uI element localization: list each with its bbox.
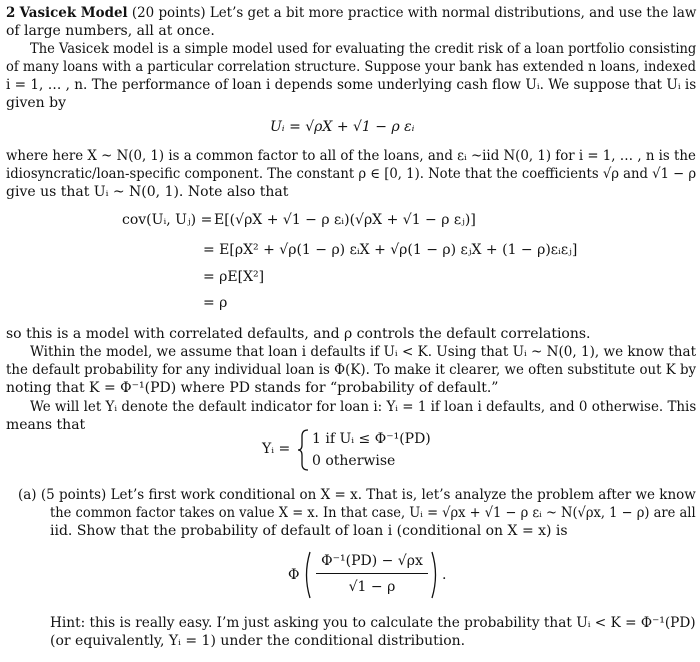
- covariance-row-1: E[(√ρX + √1 − ρ εᵢ)(√ρX + √1 − ρ εⱼ)]: [214, 212, 476, 228]
- part-a-line-3: iid. Show that the probability of default of loan i (conditional on X = x) is: [50, 523, 568, 539]
- indicator-case-1: 1 if Uᵢ ≤ Φ⁻¹(PD): [312, 431, 431, 447]
- left-brace-icon: [296, 428, 310, 472]
- paragraph-2-line-2: idiosyncratic/loan-specific component. The constant ρ ∈ [0, 1). Note that the coefficients √ρ and √1 − ρ: [6, 166, 697, 182]
- fraction-numerator: Φ⁻¹(PD) − √ρx: [321, 553, 423, 569]
- paragraph-1-line-2: of many loans with a particular correlation structure. Suppose your bank has extended n loans, indexed: [6, 59, 697, 75]
- covariance-row-4: = ρ: [203, 295, 228, 311]
- indicator-case-2: 0 otherwise: [312, 453, 396, 469]
- covariance-row-3: = ρE[X²]: [203, 269, 265, 285]
- paragraph-2-line-1: where here X ~ N(0, 1) is a common factor to all of the loans, and εᵢ ~iid N(0, 1) for i = 1, … , n is the: [6, 148, 696, 164]
- paragraph-3-line-3: the default probability for any individual loan is Φ(K). To make it clearer, we often substitute out K by: [6, 362, 697, 378]
- problem-title: Vasicek Model: [19, 5, 128, 21]
- paragraph-1-line-1: The Vasicek model is a simple model used for evaluating the credit risk of a loan portfolio consisting: [30, 41, 697, 57]
- paragraph-1-line-3: i = 1, … , n. The performance of loan i depends some underlying cash flow Uᵢ. We suppose that Uᵢ is: [6, 77, 697, 93]
- left-paren-icon: [302, 550, 312, 600]
- paragraph-1-line-4: given by: [6, 95, 66, 111]
- fraction-denominator: √1 − ρ: [348, 579, 396, 595]
- indicator-lhs: Yᵢ =: [262, 441, 291, 457]
- paragraph-2-line-3: give us that Uᵢ ~ N(0, 1). Note also that: [6, 184, 289, 200]
- problem-intro-line2: of large numbers, all at once.: [6, 23, 215, 39]
- problem-heading-line: [6, 4, 696, 22]
- fraction-period: .: [442, 567, 447, 583]
- problem-number: 2: [6, 5, 16, 21]
- hint-line-1: Hint: this is really easy. I’m just asking you to calculate the probability that Uᵢ < K = Φ⁻¹(PD): [50, 615, 696, 631]
- paragraph-3-line-2: Within the model, we assume that loan i defaults if Uᵢ < K. Using that Uᵢ ~ N(0, 1), we know that: [30, 344, 697, 360]
- part-a-line-1: (a) (5 points) Let’s first work conditional on X = x. That is, let’s analyze the problem after we know: [18, 487, 696, 503]
- fraction-bar: [316, 573, 428, 574]
- phi-symbol: Φ: [288, 567, 300, 583]
- covariance-row-2: = E[ρX² + √ρ(1 − ρ) εᵢX + √ρ(1 − ρ) εⱼX + (1 − ρ)εᵢεⱼ]: [203, 242, 578, 258]
- paragraph-3-line-6: means that: [6, 417, 86, 433]
- hint-line-2: (or equivalently, Yᵢ = 1) under the conditional distribution.: [50, 633, 466, 649]
- right-paren-icon: [430, 550, 440, 600]
- paragraph-3-line-4: noting that K = Φ⁻¹(PD) where PD stands for “probability of default.”: [6, 380, 499, 396]
- covariance-lhs: cov(Uᵢ, Uⱼ) =: [122, 212, 213, 228]
- paragraph-3-line-5: We will let Yᵢ denote the default indicator for loan i: Yᵢ = 1 if loan i defaults, and 0 otherwise. This: [30, 399, 697, 415]
- equation-cash-flow: Uᵢ = √ρX + √1 − ρ εᵢ: [270, 119, 415, 135]
- part-a-line-2: the common factor takes on value X = x. In that case, Uᵢ = √ρx + √1 − ρ εᵢ ~ N(√ρx, 1 − ρ) are all: [50, 505, 696, 521]
- paragraph-3-line-1: so this is a model with correlated defaults, and ρ controls the default correlations.: [6, 326, 591, 342]
- problem-intro: (20 points) Let’s get a bit more practice with normal distributions, and use the law: [127, 5, 697, 21]
